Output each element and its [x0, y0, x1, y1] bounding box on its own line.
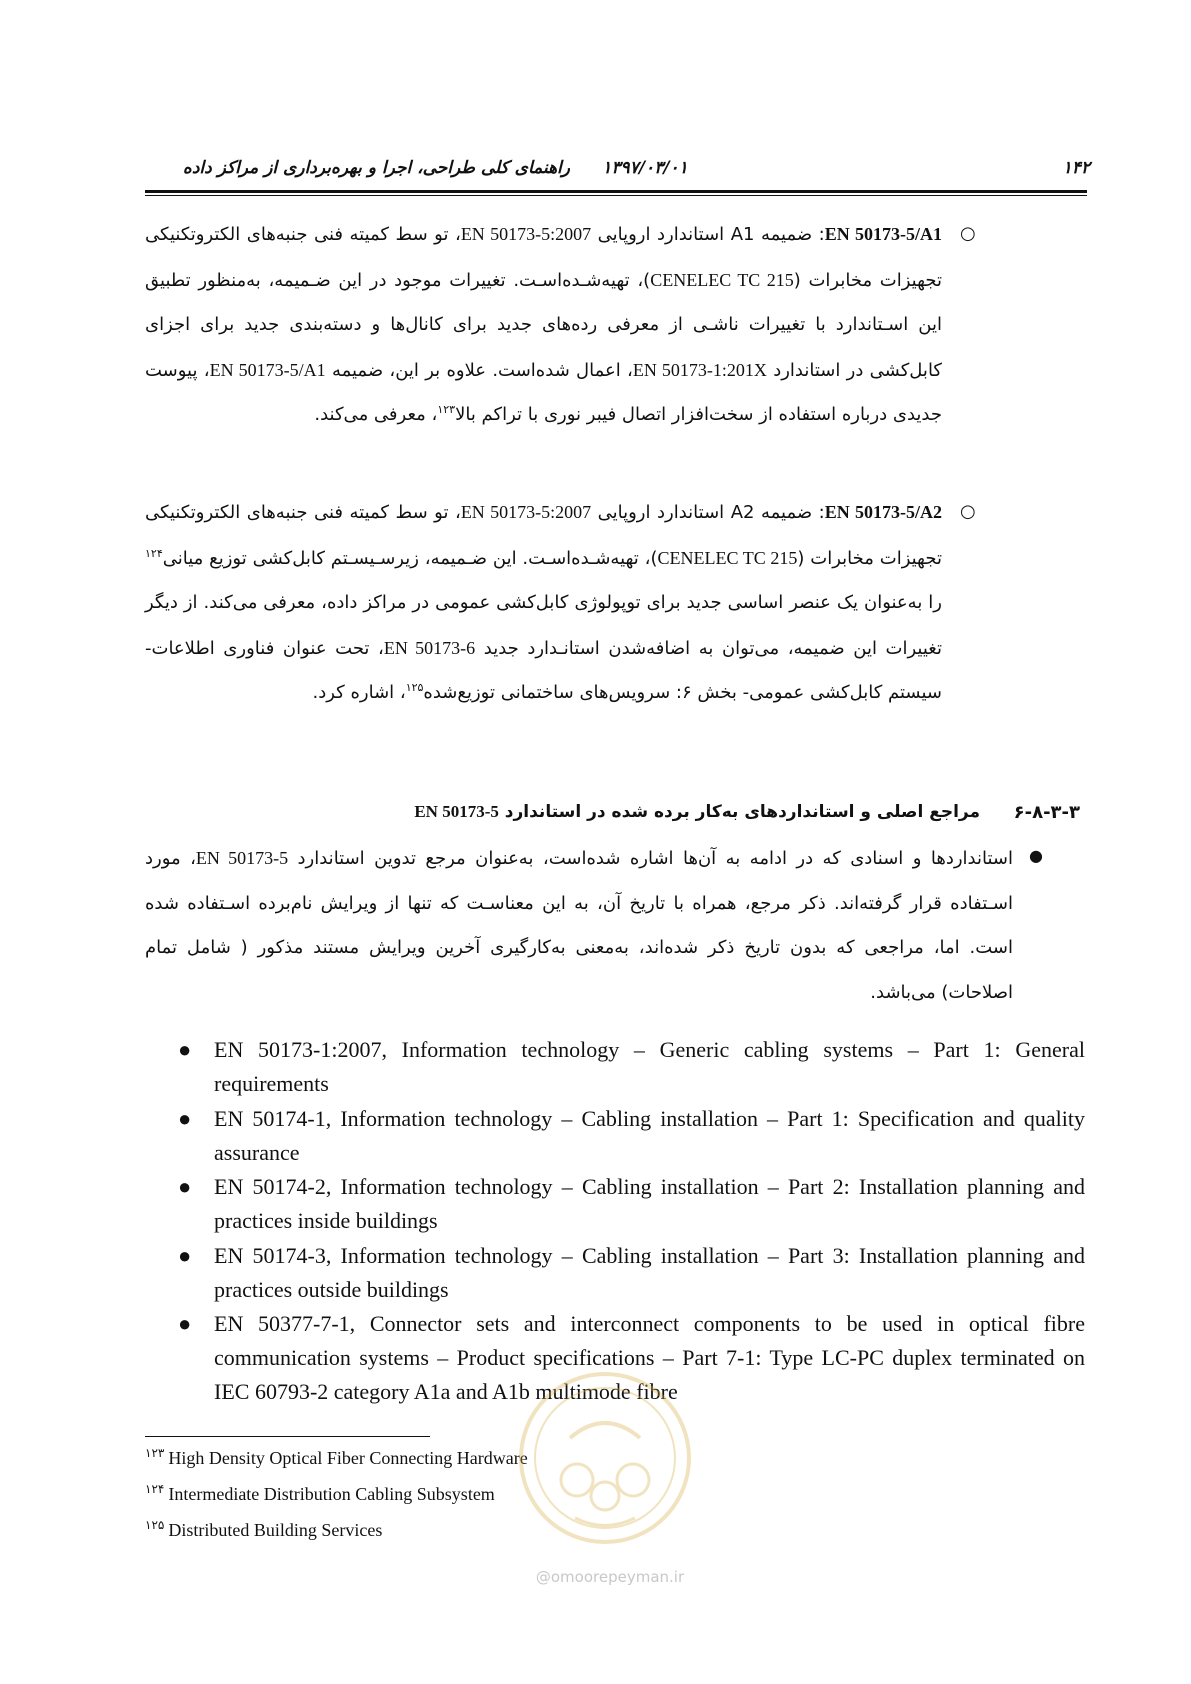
- list-item: ● EN 50174-1, Information technology – Cabling installation – Part 1: Specification and quality assurance: [178, 1102, 1085, 1170]
- footnote-ref: ۱۲۴: [145, 546, 163, 560]
- footnote-rule: [145, 1436, 430, 1437]
- header-rule-thin: [145, 195, 1087, 196]
- bullet-icon: ●: [178, 1105, 192, 1131]
- bullet-icon: ●: [178, 1037, 192, 1062]
- reference-list: [178, 1033, 1085, 1410]
- list-item: ● EN 50173-1:2007, Information technology – Generic cabling systems – Part 1: General requirements: [178, 1033, 1085, 1101]
- list-item: ● EN 50377-7-1, Connector sets and interconnect components to be used in optical fibre communication systems – Product specifications – Part 7-1: Type LC-PC duplex terminated on IEC 60793-2 category A1a and A1b multimode fibre: [178, 1307, 1085, 1409]
- bullet-icon: ●: [1029, 846, 1043, 865]
- page-number: ۱۴۲: [1062, 158, 1090, 178]
- annex-a2-term: EN 50173-5/A2: [824, 502, 943, 522]
- watermark-text: @omoorepeyman.ir: [535, 1568, 685, 1586]
- header-rule: [145, 190, 1087, 193]
- footnote: $^{۱۲۵}$ Distributed Building Services: [145, 1518, 383, 1540]
- footnote-ref: ۱۲۳: [437, 403, 456, 417]
- footnote: $^{۱۲۴}$ Intermediate Distribution Cabling Subsystem: [145, 1482, 495, 1504]
- footnote: $^{۱۲۳}$ High Density Optical Fiber Connecting Hardware: [145, 1446, 528, 1468]
- circle-bullet-icon: ○: [960, 223, 976, 244]
- bullet-icon: ●: [178, 1311, 192, 1336]
- annex-a1-term: EN 50173-5/A1: [824, 224, 943, 244]
- footnote-ref: ۱۲۵: [405, 681, 424, 695]
- annex-a2-paragraph: EN 50173-5/A2: ضمیمه A2 استاندارد اروپایی EN 50173-5:2007، تو سط کمیته فنی جنبه‌های الکتروتکنیکی تجهیزات مخابرات (CENELEC TC 215)، تهیه‌شـده‌اسـت. این ضـمیمه، زیرسـیسـتم کابل‌کشی توزیع میانی$^{۱۲۴}$ را به‌عنوان یک عنصر اساسی جدید برای توپولوژی کابل‌کشی عمومی در مراکز داده، معرفی می‌کند. از دیگر تغییرات این ضمیمه، می‌توان به اضافه‌شدن استانـدارد جدید EN 50173-6، تحت عنوان فناوری اطلاعات- سیستم کابل‌کشی عمومی- بخش ۶: سرویس‌های ساختمانی توزیع‌شده$^{۱۲۵}$، اشاره کرد.: [145, 502, 943, 704]
- list-item: ● EN 50174-2, Information technology – Cabling installation – Part 2: Installation planning and practices inside buildings: [178, 1170, 1085, 1238]
- bullet-icon: ●: [178, 1174, 192, 1199]
- annex-a1-paragraph: EN 50173-5/A1: ضمیمه A1 استاندارد اروپایی EN 50173-5:2007، تو سط کمیته فنی جنبه‌های الکتروتکنیکی تجهیزات مخابرات (CENELEC TC 215)، تهیه‌شـده‌اسـت. تغییرات موجود در این ضـمیمه، به‌منظور تطبیق این اسـتاندارد با تغییرات ناشـی از معرفی رده‌های جدید برای کانال‌ها و دسته‌بندی جدید برای اجزای کابل‌کشی در استاندارد EN 50173-1:201X، اعمال شده‌است. علاوه بر این، ضمیمه EN 50173-5/A1، پیوست جدیدی درباره استفاده از سخت‌افزار اتصال فیبر نوری با تراکم بالا$^{۱۲۳}$، معرفی می‌کند.: [145, 224, 943, 426]
- section-title: مراجع اصلی و استانداردهای به‌کار برده شده در استاندارد EN 50173-5: [414, 802, 980, 822]
- section-number: ۶-۸-۳-۳: [1013, 802, 1080, 823]
- watermark-seal-icon: [515, 1368, 695, 1548]
- bullet-icon: ●: [178, 1242, 192, 1268]
- references-intro-paragraph: استانداردها و اسنادی که در ادامه به آن‌ها اشاره شده‌است، به‌عنوان مرجع تدوین استاندارد EN 50173-5، مورد اسـتفاده قرار گرفته‌اند. ذکر مرجع، همراه با تاریخ آن، به این معناسـت که تنها از ویرایش نام‌برده اسـتفاده شده است. اما، مراجعی که بدون تاریخ ذکر شده‌اند، به‌معنی به‌کارگیری آخرین ویرایش مستند مذکور ( شامل تمام اصلاحات) می‌باشد.: [145, 848, 1013, 1003]
- list-item: ● EN 50174-3, Information technology – Cabling installation – Part 3: Installation planning and practices outside buildings: [178, 1239, 1085, 1307]
- header-date: ۱۳۹۷/۰۳/۰۱: [602, 158, 688, 178]
- header-title: راهنمای کلی طراحی، اجرا و بهره‌برداری از مراکز داده: [182, 158, 570, 178]
- circle-bullet-icon: ○: [960, 501, 976, 522]
